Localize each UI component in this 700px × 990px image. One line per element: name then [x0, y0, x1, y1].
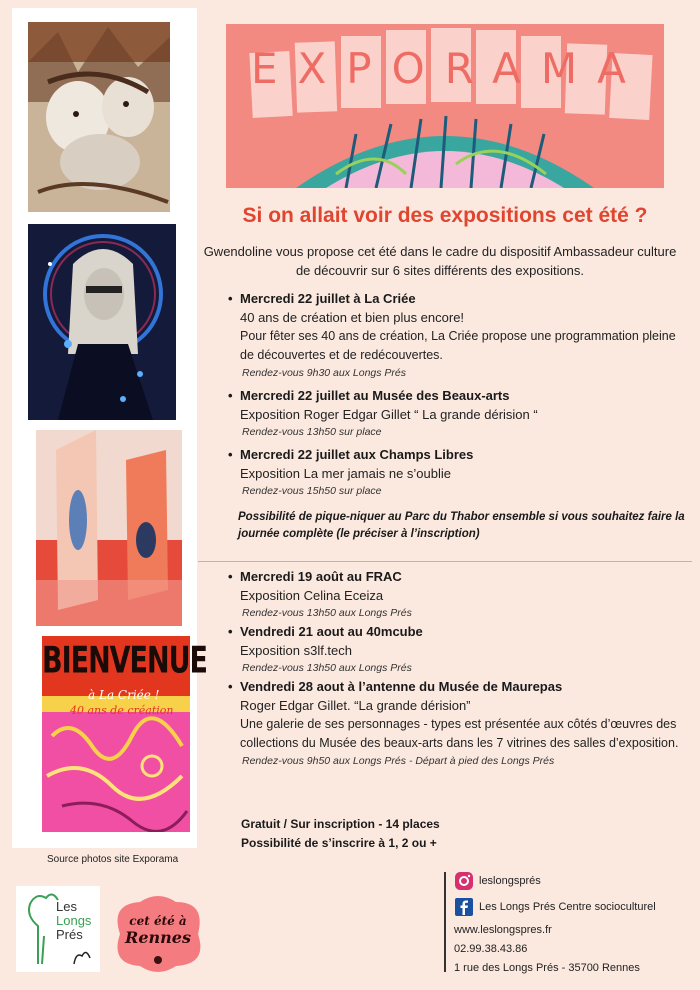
photo-source-caption: Source photos site Exporama: [47, 854, 179, 865]
event-title: • Mercredi 22 juillet aux Champs Libres: [228, 446, 688, 464]
logo-ete-line-2: Rennes: [125, 928, 191, 947]
banner-title: [251, 44, 651, 93]
contact-divider: [444, 872, 446, 972]
event-item: [228, 290, 688, 381]
logo-word-3: Prés: [56, 927, 83, 942]
phone-number: 02.99.38.43.86: [454, 942, 528, 955]
intro-text: Gwendoline vous propose cet été dans le cadre du dispositif Ambassadeur culture de découvrir sur 6 sites différents des expositions.: [203, 244, 677, 278]
pricing-line-1: Gratuit / Sur inscription - 14 places: [241, 817, 440, 831]
banner-title-text: EXPORAMA: [251, 44, 646, 93]
facebook-row[interactable]: [454, 896, 656, 918]
logo-text: [56, 900, 91, 942]
event-line: Roger Edgar Gillet. “La grande dérision”: [240, 698, 471, 713]
poster-title: BIENVENUE: [42, 640, 207, 682]
event-title: • Mercredi 22 juillet à La Criée: [228, 290, 688, 308]
event-item: [228, 678, 688, 769]
event-rendezvous: Rendez-vous 15h50 sur place: [242, 485, 382, 497]
event-item: [228, 446, 688, 499]
picnic-note: Possibilité de pique-niquer au Parc du Thabor ensemble si vous souhaitez faire la journée complète (le préciser à l’inscription): [238, 511, 685, 540]
artwork-photo-drawing: [28, 22, 170, 212]
logo-word-1: Les: [56, 899, 77, 914]
event-line: 40 ans de création et bien plus encore!: [240, 310, 465, 325]
event-line: Exposition Roger Edgar Gillet “ La grande dérision “: [240, 407, 538, 422]
event-line: Exposition Celina Eceiza: [240, 588, 384, 603]
event-rendezvous: Rendez-vous 13h50 aux Longs Prés: [242, 607, 412, 619]
artwork-photo-installation: [36, 430, 182, 626]
les-longs-pres-logo: [16, 886, 100, 972]
facebook-page[interactable]: Les Longs Prés Centre socioculturel: [479, 901, 656, 913]
facebook-icon: [454, 897, 474, 917]
event-rendezvous: Rendez-vous 9h30 aux Longs Prés: [242, 367, 407, 379]
instagram-row[interactable]: [454, 870, 656, 892]
event-line: Pour fêter ses 40 ans de création, La Criée propose une programmation pleine de découvertes et de redécouvertes.: [240, 329, 676, 362]
contact-block: [454, 870, 656, 977]
logo-word-2: Longs: [56, 913, 92, 928]
page-headline: Si on allait voir des expositions cet été ?: [242, 204, 648, 227]
pricing-info: [241, 815, 440, 853]
event-rendezvous: Rendez-vous 9h50 aux Longs Prés - Départ à pied des Longs Prés: [242, 755, 555, 767]
event-item: [228, 568, 688, 621]
event-title: • Mercredi 19 août au FRAC: [228, 568, 688, 586]
event-title: • Vendredi 28 aout à l’antenne du Musée de Maurepas: [228, 678, 688, 696]
instagram-icon: [454, 871, 474, 891]
logo-ete-line-1: cet été à: [129, 914, 187, 928]
pricing-line-2: Possibilité de s’inscrire à 1, 2 ou +: [241, 836, 437, 850]
event-title: • Mercredi 22 juillet au Musée des Beaux-arts: [228, 387, 688, 405]
event-line: Une galerie de ses personnages - types est présentée aux côtés d’œuvres des collections du Musée des beaux-arts dans les 7 vitrines des salles d’exposition.: [240, 717, 679, 750]
event-item: [228, 387, 688, 440]
event-line: Exposition s3lf.tech: [240, 643, 353, 658]
website-link[interactable]: www.leslongspres.fr: [454, 923, 552, 936]
event-title: • Vendredi 21 aout au 40mcube: [228, 623, 688, 641]
events-august: [228, 568, 688, 775]
poster-subtitle: à La Criée !: [88, 688, 160, 702]
photo-strip: [12, 8, 207, 848]
address: 1 rue des Longs Prés - 35700 Rennes: [454, 961, 640, 974]
artwork-photo-digital-figure: [28, 224, 176, 420]
event-item: [228, 623, 688, 676]
event-line: Exposition La mer jamais ne s’oublie: [240, 466, 451, 481]
event-rendezvous: Rendez-vous 13h50 aux Longs Prés: [242, 662, 412, 674]
event-rendezvous: Rendez-vous 13h50 sur place: [242, 426, 382, 438]
cet-ete-a-rennes-logo: [110, 894, 206, 974]
section-divider: [198, 561, 692, 562]
poster-subtitle-2: 40 ans de création: [70, 704, 174, 717]
instagram-handle[interactable]: leslongsprés: [479, 875, 541, 887]
events-july: [228, 290, 688, 543]
